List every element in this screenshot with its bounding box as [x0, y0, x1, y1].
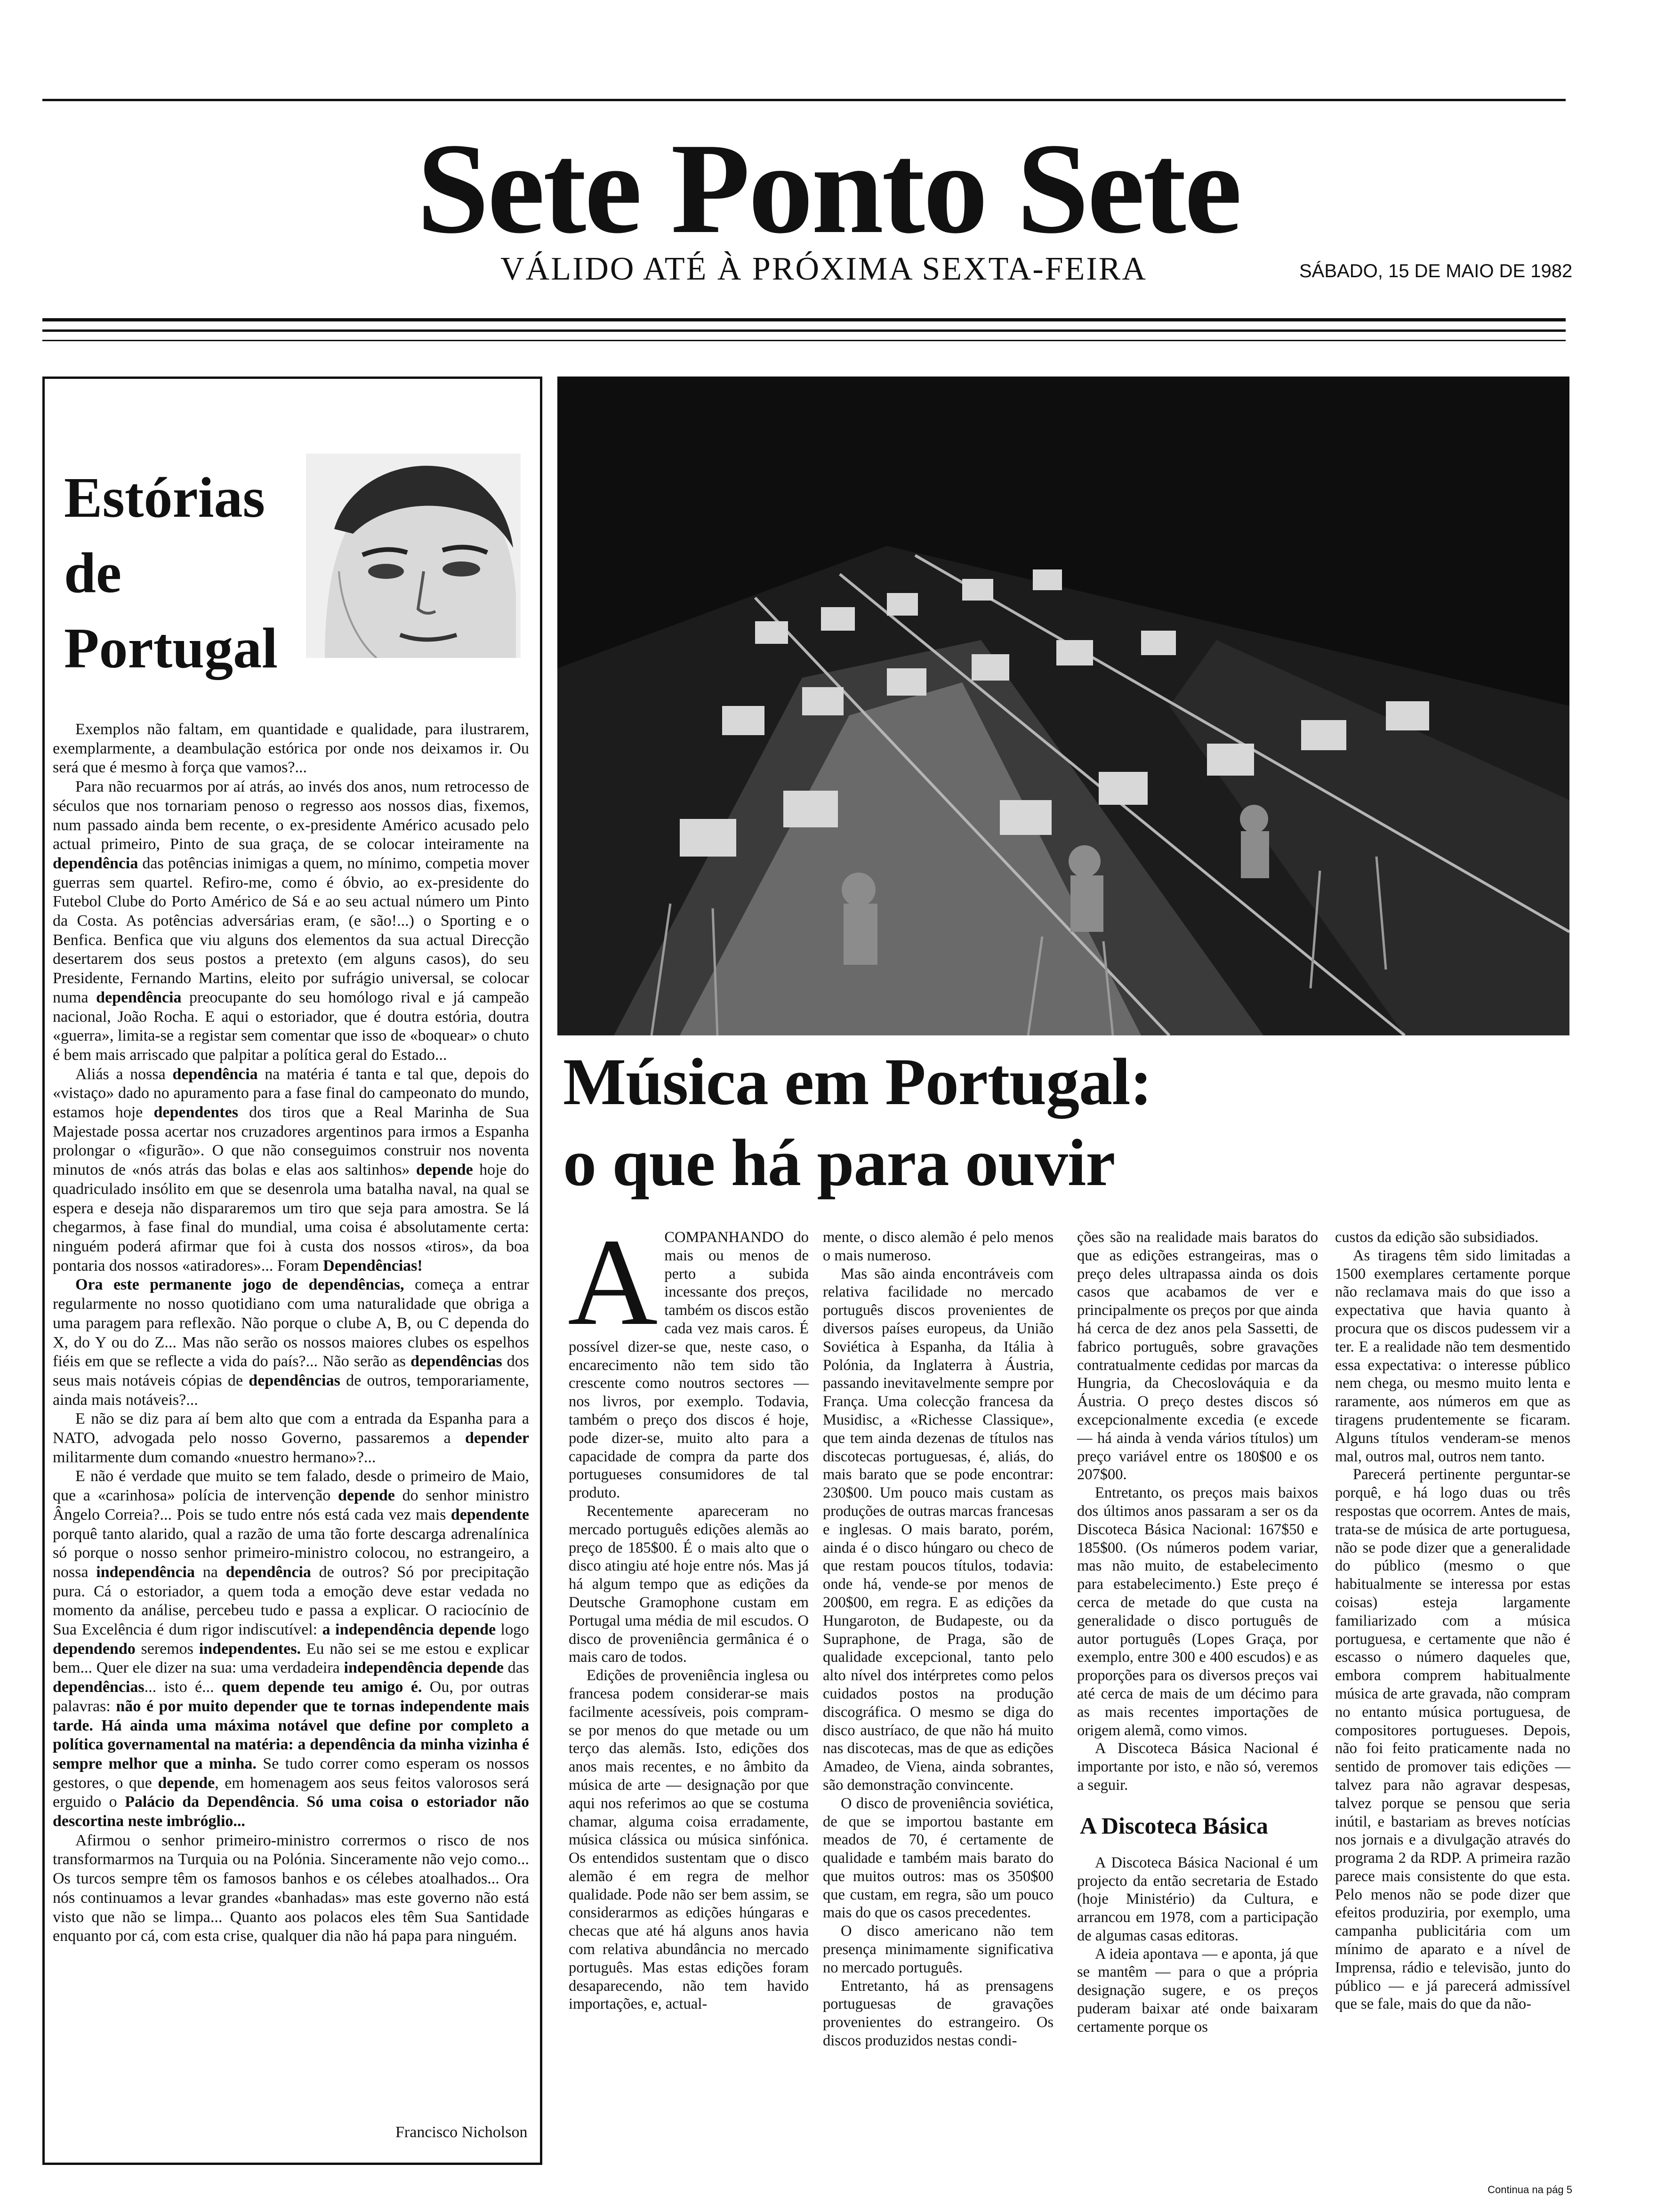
article-column-2: mente, o disco alemão é pelo menos o mais numeroso. Mas são ainda encontráveis com relativa facilidade no mercado português discos provenientes de diversos países europeus, da União Soviética à Espanha, da Itália à Polónia, da Inglaterra à Áustria, passando inevitavelmente sempre por França. Uma colecção francesa da Musidisc, a «Richesse Classique», que tem ainda dezenas de títulos nas discotecas portuguesas, é, aliás, do mais barato que se pode encontrar: 230$00. Um pouco mais custam as produções de outras marcas francesas e inglesas. O mais barato, porém, ainda é o disco húngaro ou checo de que restam poucos títulos, todavia: onde há, vende-se por menos de 200$00, em regra. E as edições da Hungaroton, de Budapeste, ou da Supraphone, de Praga, são de qualidade excepcional, tanto pelo alto nível dos intérpretes como pelos cuidados postos na produção discográfica. O mesmo se diga do disco austríaco, de que não há muito nas discotecas, mas de que as edições Amadeo, de Viena, ainda sobrantes, são demonstração convincente. O disco de proveniência soviética, de que se importou bastante em meados de 70, é certamente de qualidade e também mais barato do que muitos outros: mas os 350$00 que custam, em regra, são um pouco mais do que os casos precedentes. O disco americano não tem presença minimamente significativa no mercado português. Entretanto, há as prensagens portuguesas de gravações provenientes do estrangeiro. Os discos produzidos nestas condi- [823, 1229, 1054, 2050]
article-headline [563, 1041, 1570, 1203]
masthead-title: Sete Ponto Sete [417, 116, 1240, 260]
sidebar-title [64, 460, 299, 686]
author-portrait-graphic [306, 454, 521, 658]
orchestra-photo-graphic [557, 377, 1569, 1035]
sidebar-author: Francisco Nicholson [395, 2124, 528, 2141]
masthead-top-rule [42, 99, 1566, 101]
headline-line-2: o que há para ouvir [563, 1125, 1115, 1200]
article-column-4: custos da edição são subsidiados. As tiragens têm sido limitadas a 1500 exemplares certamente porque não reclamava mais do que isso a expectativa que havia quanto à procura que os discos pudessem vir a ter. E a realidade não tem desmentido essa expectativa: o interesse público nem chega, ou mesmo muito lenta e raramente, aos números em que as tiragens prudentemente se ficaram. Alguns títulos venderam-se menos mal, outros mal, outros nem tanto. Parecerá pertinente perguntar-se porquê, e há logo duas ou três respostas que ocorrem. Antes de mais, trata-se de música de arte portuguesa, não se pode dizer que a generalidade do público (mesmo o que habitualmente se interessa por estas coisas) esteja largamente familiarizado com a música portuguesa, e certamente que não é escasso o número daqueles que, embora comprem habitualmente música de arte gravada, não compram no entanto música portuguesa, de compositores portugueses. Depois, não foi feito praticamente nada no sentido de promover tais edições — talvez para não agravar despesas, talvez porque se pensou que seria inútil, e bastariam as breves notícias nos jornais e a divulgação através do programa 2 da RDP. A primeira razão parece mais consistente do que esta. Pelo menos não se pode dizer que efeitos produziria, por exemplo, uma campanha publicitária com um mínimo de aparato e a nível de Imprensa, rádio e televisão, junto do público — e já parecerá admissível que se fale, mais do que da não- [1335, 1229, 1570, 2013]
continued-note: Continua na pág 5 [1488, 2184, 1572, 2196]
dropcap: A [568, 1213, 658, 1351]
orchestra-photo [557, 377, 1569, 1035]
article-column-3: ções são na realidade mais baratos do que as edições estrangeiras, mas o preço deles ultrapassa ainda os dois casos que acabamos de ver e principalmente os preços por que ainda há cerca de dez anos pela Sassetti, de fabrico português, sobre gravações contratualmente cedidas por marcas da Hungria, da Checoslováquia e da Áustria. O preço destes discos só excepcionalmente excedia (e excede — há ainda à venda vários títulos) um preço variável entre os 180$00 e os 207$00. Entretanto, os preços mais baixos dos últimos anos passaram a ser os da Discoteca Básica Nacional: 167$50 e 185$00. (Os números podem variar, mas não muito, de estabelecimento para estabelecimento.) Este preço é cerca de metade do que custa na generalidade o disco português de autor português (Lopes Graça, por exemplo, entre 300 e 400 escudos) e as proporções para os diversos preços vai até cerca de mais de um décimo para as mais recentes importações de origem alemã, como vimos. A Discoteca Básica Nacional é importante por isto, e não só, veremos a seguir. A Discoteca Básica A Discoteca Básica Nacional é um projecto da então secretaria de Estado (hoje Ministério) da Cultura, e arrancou em 1978, com a participação de algumas casas editoras. A ideia apontava — e aponta, já que se mantêm — para o que a própria designação sugere, e os preços puderam baixar até onde baixaram certamente porque os [1077, 1229, 1318, 2036]
author-portrait [306, 454, 521, 658]
masthead-bottom-rule-2 [42, 329, 1566, 332]
masthead-bottom-rule-1 [42, 318, 1566, 321]
sidebar-body: Exemplos não faltam, em quantidade e qualidade, para ilustrarem, exemplarmente, a deambulação estórica por onde nos deixamos ir. Ou será que é mesmo à força que vamos?... Para não recuarmos por aí atrás, ao invés dos anos, num retrocesso de séculos que nos tornariam penoso o regresso aos nossos dias, fixemos, num passado ainda bem recente, o ex-presidente Américo acusado pelo actual primeiro, Pinto de sua graça, de se colocar inteiramente na dependência das potências inimigas a quem, no mínimo, competia mover guerras sem quartel. Refiro-me, como é óbvio, ao ex-presidente do Futebol Clube do Porto Américo de Sá e ao seu actual número um Pinto da Costa. As potências adversárias eram, (e são!...) o Sporting e o Benfica. Benfica que viu alguns dos elementos da sua actual Direcção desertarem dos seus postos a pretexto (em alguns casos), do seu Presidente, Fernando Martins, eleito por sufrágio universal, se colocar numa dependência preocupante do seu homólogo rival e já campeão nacional, João Rocha. E aqui o estoriador, que é doutra estória, doutra «guerra», limita-se a registar sem comentar que isso de «boquear» o chuto é bem mais arriscado que palpitar a política geral do Estado... Aliás a nossa dependência na matéria é tanta e tal que, depois do «vistaço» dado no apuramento para a fase final do campeonato do mundo, estamos hoje dependentes dos tiros que a Real Marinha de Sua Majestade possa acertar nos cruzadores argentinos para irmos a Espanha prolongar o «figurão». O que não conseguimos construir nos noventa minutos de «nós atrás das bolas e elas aos saltinhos» depende hoje do quadriculado insólito em que se desenrola uma batalha naval, na qual se espera e deseja não dispararemos um tiro que seja para amostra. Se lá chegarmos, à fase final do mundial, uma coisa é absolutamente certa: ninguém poderá afirmar que foi à custa dos nossos «tiros», da boa pontaria dos nossos «atiradores»... Foram Dependências! Ora este permanente jogo de dependências, começa a entrar regularmente no nosso quotidiano com uma naturalidade que obriga a uma paragem para reflexão. Não porque o clube A, B, ou C dependa do X, do Y ou do Z... Mas não serão os nossos maiores clubes os espelhos fiéis em que se reflecte a vida do país?... Não serão as dependências dos seus mais notáveis cópias de dependências de outros, temporariamente, ainda mais notáveis?... E não se diz para aí bem alto que com a entrada da Espanha para a NATO, advogada pelo nosso Governo, passaremos a depender militarmente dum comando «nuestro hermano»?... E não é verdade que muito se tem falado, desde o primeiro de Maio, que a «carinhosa» polícia de intervenção depende do senhor ministro Ângelo Correia?... Pois se tudo entre nós está cada vez mais dependente porquê tanto alarido, qual a razão de uma tão forte descarga adrenalínica só porque o nosso senhor primeiro-ministro colocou, no estrangeiro, a nossa independência na dependência de outros? Só por precipitação pura. Cá o estoriador, a quem toda a emoção deve estar vedada no momento da análise, percebeu tudo e passa a explicar. O raciocínio de Sua Excelência é dum rigor indiscutível: a independência depende logo dependendo seremos independentes. Eu não sei se me estou e explicar bem... Quer ele dizer na sua: uma verdadeira independência depende das dependências... isto é... quem depende teu amigo é. Ou, por outras palavras: não é por muito depender que te tornas independente mais tarde. Há ainda uma máxima notável que define por completo a política governamental na matéria: a dependência da minha vizinha é sempre melhor que a minha. Se tudo correr como esperam os nossos gestores, o que depende, em homenagem aos seus feitos valorosos será erguido o Palácio da Dependência. Só uma coisa o estoriador não descortina neste imbróglio... Afirmou o senhor primeiro-ministro corrermos o risco de nos transformarmos na Turquia ou na Polónia. Sinceramente não vejo como... Os turcos sempre têm os famosos banhos e os célebes atoalhados... Ora nós continuamos a levar grandes «banhadas» mas este governo não está visto que não se limpa... Quanto aos polacos eles têm Sua Santidade enquanto por cá, com esta crise, qualquer dia não há papa para ninguém. [53, 721, 530, 1945]
headline-line-1: Música em Portugal: [563, 1044, 1152, 1119]
sidebar-title-line-2: de [64, 541, 121, 605]
masthead-bottom-rule-3 [42, 340, 1566, 341]
article-subhead: A Discoteca Básica [1080, 1812, 1268, 1839]
article-column-1: ACOMPANHANDO do mais ou menos de perto a subida incessante dos preços, também os discos estão cada vez mais caros. É possível dizer-se que, neste caso, o encarecimento não tem sido tão crescente como noutros sectores — nos livros, por exemplo. Todavia, também o preço dos discos é hoje, pode dizer-se, muito alto para a capacidade de compra da parte dos portugueses consumidores de tal produto. Recentemente apareceram no mercado português edições alemãs ao preço de 185$00. É o mais alto que o disco atingiu até hoje entre nós. Mas já há algum tempo que as edições da Deutsche Gramophone custam em Portugal uma média de mil escudos. O disco de proveniência germânica é o mais caro de todos. Edições de proveniência inglesa ou francesa podem considerar-se mais facilmente acessíveis, pois compram-se por menos do que metade ou um terço das alemãs. Isto, edições dos anos mais recentes, e no âmbito da música de arte — designação por que aqui nos referimos ao que se costuma chamar, alguma coisa erradamente, música clássica ou música sinfónica. Os entendidos sustentam que o disco alemão é em regra de melhor qualidade. Pode não ser bem assim, se considerarmos as edições húngaras e checas que até há alguns anos havia com relativa abundância no mercado português. Mas estas edições foram desaparecendo, não tem havido importações, e, actual- [568, 1213, 809, 2013]
sidebar-title-line-1: Estórias [64, 466, 265, 529]
masthead-subtitle: VÁLIDO ATÉ À PRÓXIMA SEXTA-FEIRA [500, 251, 1147, 287]
lead-first-word: COMPANHANDO [664, 1229, 784, 1246]
issue-date: SÁBADO, 15 DE MAIO DE 1982 [1299, 261, 1573, 281]
sidebar-title-line-3: Portugal [64, 617, 278, 680]
